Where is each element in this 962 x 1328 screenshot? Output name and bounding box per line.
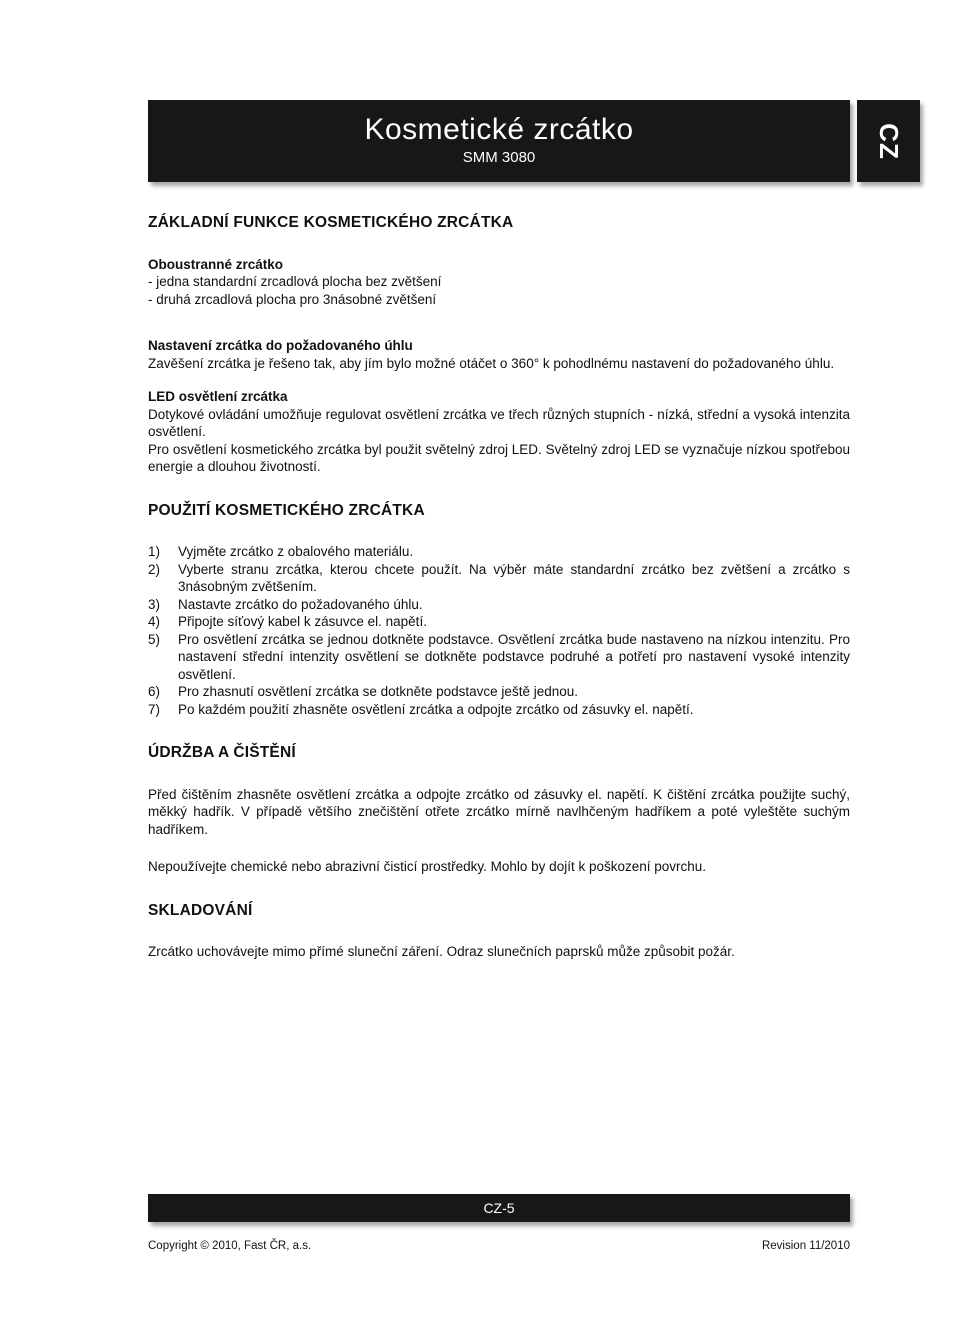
usage-steps-list (148, 543, 850, 718)
language-tab (857, 100, 920, 182)
list-item-number: 2) (148, 561, 161, 577)
manual-content (148, 214, 850, 961)
list-item (148, 613, 850, 631)
list-item (148, 561, 850, 596)
model-number: SMM 3080 (462, 149, 536, 166)
list-item-number: 5) (148, 631, 161, 647)
section-heading-maintenance: ÚDRŽBA A ČIŠTĚNÍ (148, 744, 296, 761)
subhead-double-sided: Oboustranné zrcátko (148, 256, 284, 272)
page-number: CZ-5 (483, 1200, 515, 1216)
list-item-text: Vyberte stranu zrcátka, kterou chcete použít. Na výběr máte standardní zrcátko bez zvětšení a zrcátko s 3násobným zvětšením. (178, 561, 850, 594)
list-item-number: 1) (148, 544, 161, 559)
list-item-number: 4) (148, 614, 161, 629)
list-item-text: Po každém použití zhasněte osvětlení zrcátka a odpojte zrcátko od zásuvky el. napětí. (178, 701, 694, 717)
maintenance-paragraph-1: Před čištěním zhasněte osvětlení zrcátka a odpojte zrcátko od zásuvky el. napětí. K čištění zrcátka použijte suchý, měkký hadřík. V případě většího znečištění otřete zrcátko mírně navlhčeným hadříkem a poté vyleštěte suchým hadříkem. (148, 786, 850, 837)
spacer (148, 838, 850, 858)
list-item-number: 3) (148, 596, 161, 612)
list-item-number: 7) (148, 701, 161, 717)
page-title: Kosmetické zrcátko (364, 113, 634, 146)
list-item (148, 683, 850, 701)
list-item-text: Pro osvětlení zrcátka se jednou dotkněte podstavce. Osvětlení zrcátka bude nastaveno na nízkou intenzitu. Pro nastavení střední intenzity osvětlení se dotkněte podstavce podruhé a potřetí pro nastavení vysoké intenzity osvětlení. (178, 631, 850, 682)
list-item-text: Pro zhasnutí osvětlení zrcátka se dotkněte podstavce ještě jednou. (178, 684, 578, 699)
subhead-angle: Nastavení zrcátka do požadovaného úhlu (148, 338, 413, 353)
list-item-number: 6) (148, 684, 161, 699)
language-tab-label: CZ (873, 122, 904, 160)
section-heading-basic-functions: ZÁKLADNÍ FUNKCE KOSMETICKÉHO ZRCÁTKA (148, 214, 514, 231)
list-item-text: Připojte síťový kabel k zásuvce el. napětí. (178, 614, 427, 629)
header-bar (148, 100, 850, 182)
list-item (148, 543, 850, 561)
subhead-led: LED osvětlení zrcátka (148, 389, 288, 404)
page-number-bar (148, 1194, 850, 1222)
led-paragraph-2: Pro osvětlení kosmetického zrcátka byl použit světelný zdroj LED. Světelný zdroj LED se vyznačuje nízkou spotřebou energie a dlouhou životností. (148, 441, 850, 474)
section-heading-storage: SKLADOVÁNÍ (148, 901, 253, 919)
angle-paragraph: Zavěšení zrcátka je řešeno tak, aby jím bylo možné otáčet o 360° k pohodlnému nastavení do požadovaného úhlu. (148, 355, 835, 371)
list-item-text: Nastavte zrcátko do požadovaného úhlu. (178, 596, 423, 612)
list-item (148, 596, 850, 614)
list-item (148, 631, 850, 684)
led-paragraph-1: Dotykové ovládání umožňuje regulovat osvětlení zrcátka ve třech různých stupních - nízká, střední a vysoká intenzita osvětlení. (148, 406, 850, 439)
maintenance-paragraph-2: Nepoužívejte chemické nebo abrazivní čisticí prostředky. Mohlo by dojít k poškození povrchu. (148, 859, 707, 874)
double-sided-line-1: - jedna standardní zrcadlová plocha bez zvětšení (148, 274, 442, 289)
double-sided-line-2: - druhá zrcadlová plocha pro 3násobné zvětšení (148, 291, 437, 307)
section-heading-usage: POUŽITÍ KOSMETICKÉHO ZRCÁTKA (148, 501, 425, 519)
revision-text: Revision 11/2010 (761, 1240, 850, 1252)
list-item-text: Vyjměte zrcátko z obalového materiálu. (178, 544, 414, 559)
list-item (148, 701, 850, 719)
copyright-text: Copyright © 2010, Fast ČR, a.s. (148, 1240, 312, 1252)
storage-paragraph: Zrcátko uchovávejte mimo přímé sluneční záření. Odraz slunečních paprsků může způsobit požár. (148, 944, 735, 959)
footer-meta (148, 1240, 850, 1252)
